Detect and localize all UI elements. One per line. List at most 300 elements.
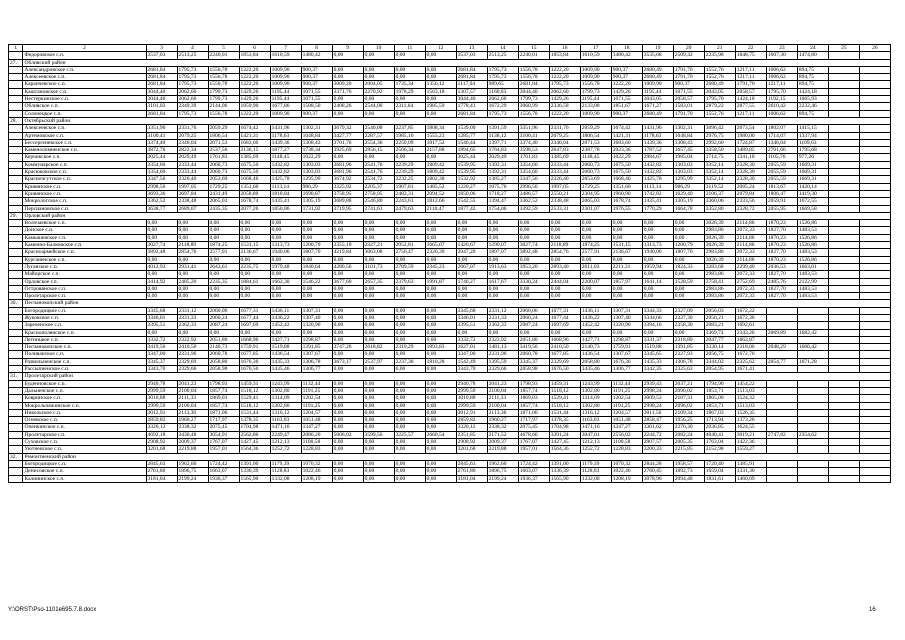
value-cell: 1668,46	[239, 176, 270, 183]
value-cell: 0,00	[270, 234, 301, 241]
value-cell: 1128,83	[580, 468, 611, 475]
value-cell	[828, 431, 859, 438]
value-cell: 2114,86	[735, 234, 766, 241]
section-number: 28.	[9, 117, 23, 124]
value-cell: 1435,41	[270, 198, 301, 205]
value-cell	[828, 242, 859, 249]
value-cell: 1048,84	[673, 132, 704, 139]
value-cell: 1857,74	[518, 402, 549, 409]
value-cell: 1222,20	[549, 110, 580, 117]
value-cell: 2077,26	[239, 205, 270, 212]
table-row	[9, 468, 891, 475]
value-cell: 2079,25	[549, 132, 580, 139]
value-cell: 2681,84	[146, 110, 177, 117]
value-cell: 2250,09	[394, 139, 425, 146]
value-cell	[828, 344, 859, 351]
value-cell: 0,00	[332, 351, 363, 358]
value-cell	[766, 468, 797, 475]
value-cell: 1006,62	[766, 110, 797, 117]
value-cell: 0,00	[394, 336, 425, 343]
value-cell: 1071,55	[673, 88, 704, 95]
value-cell: 3054,91	[208, 431, 239, 438]
value-cell: 2338,48	[549, 198, 580, 205]
value-cell: 1307,31	[301, 307, 332, 314]
value-cell: 2058,98	[518, 366, 549, 373]
table-row	[9, 205, 891, 212]
value-cell: 1100,58	[611, 439, 642, 446]
section-number: 31.	[9, 373, 23, 380]
value-cell: 2331,33	[487, 314, 518, 321]
value-cell: 1809,42	[425, 169, 456, 176]
value-cell: 2336,58	[549, 103, 580, 110]
value-cell: 2071,53	[208, 139, 239, 146]
value-cell: 0,00	[425, 110, 456, 117]
value-cell: 1956,25	[673, 417, 704, 424]
value-cell: 2431,49	[208, 190, 239, 197]
value-cell: 1065,93	[797, 96, 828, 103]
value-cell: 2854,76	[549, 249, 580, 256]
value-cell: 0,00	[239, 293, 270, 300]
value-cell: 3345,37	[146, 358, 177, 365]
value-cell: 1009,90	[270, 66, 301, 73]
value-cell: 2037,21	[673, 380, 704, 387]
value-cell: 3689,88	[332, 198, 363, 205]
value-cell: 2859,82	[456, 417, 487, 424]
value-cell	[828, 271, 859, 278]
value-cell: 1795,73	[487, 74, 518, 81]
value-cell: 1565,90	[239, 475, 270, 482]
row-number-cell	[9, 242, 23, 249]
value-cell: 0,00	[363, 52, 394, 59]
value-cell: 1717,97	[518, 417, 549, 424]
value-cell: 2009,37	[487, 439, 518, 446]
value-cell: 894,75	[797, 81, 828, 88]
value-cell: 0,00	[394, 256, 425, 263]
value-cell: 2276,30	[673, 424, 704, 431]
value-cell	[828, 387, 859, 394]
value-cell: 3347,56	[146, 176, 177, 183]
value-cell: 1907,81	[394, 183, 425, 190]
value-cell: 2681,84	[146, 74, 177, 81]
value-cell: 2113,36	[487, 409, 518, 416]
value-cell	[766, 307, 797, 314]
value-cell: 2983,86	[704, 285, 735, 292]
value-cell	[859, 431, 890, 438]
value-cell: 1191,25	[611, 387, 642, 394]
value-cell: 1675,50	[239, 169, 270, 176]
value-cell: 1763,04	[704, 439, 735, 446]
value-cell: 1542,49	[456, 358, 487, 365]
value-cell: 1617,67	[487, 278, 518, 285]
value-cell: 1627,01	[456, 344, 487, 351]
value-cell: 0,00	[487, 256, 518, 263]
value-cell: 1220,27	[456, 183, 487, 190]
value-cell	[828, 81, 859, 88]
value-cell: 3101,03	[146, 103, 177, 110]
row-number-cell	[9, 205, 23, 212]
value-cell: 4040,41	[704, 431, 735, 438]
value-cell: 1677,44	[549, 314, 580, 321]
value-cell	[828, 468, 859, 475]
settlement-name: Каменоломненское г.п.	[23, 147, 146, 154]
value-cell: 1439,36	[270, 139, 301, 146]
settlement-name: Рассыпненское с.п.	[23, 366, 146, 373]
value-cell: 0,00	[549, 285, 580, 292]
value-cell: 1204,57	[301, 409, 332, 416]
value-cell: 0,00	[549, 234, 580, 241]
value-cell: 2060,73	[208, 169, 239, 176]
value-cell: 1285,77	[456, 132, 487, 139]
value-cell: 977,26	[797, 154, 828, 161]
value-cell: 1420,14	[797, 183, 828, 190]
value-cell: 0,00	[456, 227, 487, 234]
value-cell: 1795,73	[487, 66, 518, 73]
value-cell: 2029,49	[177, 154, 208, 161]
value-cell: 2052,81	[394, 242, 425, 249]
value-cell: 2048,29	[766, 344, 797, 351]
value-cell: 1459,31	[549, 380, 580, 387]
value-cell: 2680,49	[704, 81, 735, 88]
value-cell	[766, 417, 797, 424]
value-cell: 1483,53	[797, 293, 828, 300]
value-cell: 0,00	[270, 293, 301, 300]
value-cell: 1217,11	[735, 110, 766, 117]
value-cell: 3025,44	[146, 154, 177, 161]
value-cell: 2087,24	[208, 322, 239, 329]
table-row	[9, 278, 891, 285]
value-cell: 0,00	[549, 220, 580, 227]
value-cell: 1556,78	[518, 66, 549, 73]
row-number-cell	[9, 417, 23, 424]
value-cell: 0,00	[425, 66, 456, 73]
value-cell	[859, 402, 890, 409]
table-row	[9, 125, 891, 132]
value-cell: 3419,56	[518, 344, 549, 351]
value-cell	[797, 366, 828, 373]
value-cell: 1314,09	[270, 395, 301, 402]
value-cell: 1877,27	[270, 147, 301, 154]
row-number-cell	[9, 52, 23, 59]
value-cell: 3360,06	[704, 198, 735, 205]
value-cell: 3026,39	[704, 242, 735, 249]
value-cell: 3044,40	[146, 96, 177, 103]
value-cell: 1306,77	[301, 366, 332, 373]
value-cell: 0,00	[518, 256, 549, 263]
value-cell: 0,00	[394, 351, 425, 358]
value-cell: 1302,80	[270, 387, 301, 394]
value-cell: 0,00	[332, 256, 363, 263]
value-cell: 1677,85	[239, 351, 270, 358]
value-cell	[766, 366, 797, 373]
value-cell: 0,00	[425, 227, 456, 234]
value-cell: 2537,97	[363, 358, 394, 365]
value-cell: 0,00	[425, 446, 456, 453]
value-cell: 0,00	[425, 424, 456, 431]
value-cell: 2054,77	[766, 358, 797, 365]
value-cell: 1070,32	[611, 460, 642, 467]
row-number-cell	[9, 431, 23, 438]
value-cell	[797, 314, 828, 321]
value-cell	[828, 234, 859, 241]
value-cell: 1672,22	[735, 307, 766, 314]
value-cell: 3043,05	[642, 96, 673, 103]
value-cell: 1672,29	[487, 103, 518, 110]
value-cell: 1009,90	[270, 74, 301, 81]
row-number-cell	[9, 154, 23, 161]
value-cell	[797, 439, 828, 446]
value-cell: 3181,04	[146, 475, 177, 482]
value-cell: 2908,92	[456, 439, 487, 446]
value-cell: 900,37	[301, 110, 332, 117]
value-cell: 4280,56	[332, 263, 363, 270]
value-cell: 1767,07	[518, 439, 549, 446]
value-cell: 1513,03	[735, 387, 766, 394]
value-cell	[859, 227, 890, 234]
header-cell: 10	[363, 45, 394, 52]
value-cell: 5006,02	[332, 431, 363, 438]
table-row	[9, 176, 891, 183]
value-cell: 3427,77	[332, 132, 363, 139]
value-cell: 1051,48	[301, 417, 332, 424]
value-cell: 0,00	[332, 336, 363, 343]
value-cell: 2331,33	[177, 314, 208, 321]
value-cell: 1195,44	[270, 96, 301, 103]
value-cell: 1222,20	[239, 74, 270, 81]
table-row	[9, 263, 891, 270]
value-cell: 1795,70	[766, 88, 797, 95]
value-cell: 1724,42	[208, 460, 239, 467]
value-cell: 0,00	[301, 285, 332, 292]
value-cell: 989,65	[487, 81, 518, 88]
value-cell: 2550,21	[549, 190, 580, 197]
value-cell: 1113,14	[642, 183, 673, 190]
value-cell: 1148,45	[580, 154, 611, 161]
value-cell: 0,00	[642, 293, 673, 300]
value-cell: 1959,94	[642, 263, 673, 270]
value-cell: 1657,45	[673, 147, 704, 154]
value-cell: 3100,41	[518, 132, 549, 139]
value-cell: 2410,50	[177, 344, 208, 351]
value-cell: 0,00	[301, 234, 332, 241]
value-cell	[828, 52, 859, 59]
row-number-cell	[9, 88, 23, 95]
value-cell: 1070,32	[301, 460, 332, 467]
value-cell: 1217,11	[766, 81, 797, 88]
value-cell: 2086,20	[301, 431, 332, 438]
row-number-cell	[9, 74, 23, 81]
value-cell: 2331,96	[487, 351, 518, 358]
table-row	[9, 198, 891, 205]
value-cell: 1128,83	[270, 468, 301, 475]
value-cell: 2856,15	[363, 147, 394, 154]
value-cell: 3009,53	[642, 395, 673, 402]
row-number-cell	[9, 66, 23, 73]
table-row	[9, 314, 891, 321]
value-cell: 1940,06	[642, 249, 673, 256]
value-cell: 1471,16	[270, 424, 301, 431]
value-cell	[766, 395, 797, 402]
value-cell	[859, 424, 890, 431]
value-cell: 3674,92	[332, 176, 363, 183]
value-cell: 2055,95	[766, 205, 797, 212]
header-cell: 22	[735, 45, 766, 52]
value-cell: 1228,83	[301, 446, 332, 453]
value-cell: 2893,40	[549, 263, 580, 270]
value-cell: 1385,91	[735, 460, 766, 467]
value-cell: 1191,25	[301, 402, 332, 409]
value-cell: 0,00	[208, 293, 239, 300]
value-cell: 2556,02	[611, 431, 642, 438]
value-cell: 894,75	[797, 66, 828, 73]
value-cell: 2055,59	[766, 176, 797, 183]
value-cell: 0,00	[332, 234, 363, 241]
value-cell: 1148,45	[270, 154, 301, 161]
table-row	[9, 154, 891, 161]
value-cell: 2109,34	[673, 409, 704, 416]
value-cell: 1385,69	[549, 154, 580, 161]
value-cell: 2756,47	[394, 249, 425, 256]
section-row	[9, 117, 891, 124]
value-cell: 0,00	[425, 409, 456, 416]
value-cell: 2362,33	[487, 322, 518, 329]
value-cell: 1228,83	[611, 446, 642, 453]
value-cell: 2760,45	[642, 468, 673, 475]
value-cell: 2327,21	[363, 242, 394, 249]
value-cell: 1985,04	[673, 154, 704, 161]
value-cell: 1552,76	[704, 110, 735, 117]
value-cell: 1200,79	[673, 242, 704, 249]
value-cell: 2072,33	[735, 249, 766, 256]
value-cell: 2079,84	[735, 190, 766, 197]
value-cell: 0,00	[673, 271, 704, 278]
value-cell	[828, 380, 859, 387]
value-cell: 0,00	[425, 417, 456, 424]
value-cell	[859, 198, 890, 205]
value-cell: 0,00	[456, 285, 487, 292]
value-cell: 1759,91	[239, 344, 270, 351]
value-cell: 1663,07	[518, 468, 549, 475]
value-cell: 1531,15	[239, 242, 270, 249]
value-cell: 0,00	[332, 460, 363, 467]
value-cell	[859, 307, 890, 314]
value-cell: 0,00	[394, 293, 425, 300]
value-cell: 2328,72	[735, 205, 766, 212]
tariff-table	[8, 44, 891, 483]
table-row	[9, 234, 891, 241]
value-cell: 1764,83	[487, 147, 518, 154]
value-cell: 0,00	[425, 256, 456, 263]
value-cell: 2287,57	[363, 132, 394, 139]
row-number-cell	[9, 358, 23, 365]
value-cell: 1341,18	[735, 154, 766, 161]
value-cell: 1395,59	[487, 358, 518, 365]
value-cell: 2859,82	[146, 417, 177, 424]
value-cell	[766, 351, 797, 358]
value-cell: 2513,25	[487, 52, 518, 59]
value-cell: 900,37	[611, 110, 642, 117]
value-cell: 1729,25	[208, 183, 239, 190]
value-cell	[859, 205, 890, 212]
value-cell: 1529,41	[239, 395, 270, 402]
value-cell: 2998,24	[642, 387, 673, 394]
value-cell: 2328,30	[735, 161, 766, 168]
table-row	[9, 460, 891, 467]
value-cell	[828, 460, 859, 467]
value-cell: 2908,92	[146, 439, 177, 446]
value-cell: 1519,88	[270, 344, 301, 351]
value-cell: 2239,29	[394, 161, 425, 168]
value-cell: 0,00	[208, 329, 239, 336]
value-cell: 1421,31	[239, 132, 270, 139]
value-cell	[859, 249, 890, 256]
value-cell: 1867,03	[704, 409, 735, 416]
value-cell: 2055,59	[766, 161, 797, 168]
value-cell: 1212,13	[580, 439, 611, 446]
value-cell: 2618,82	[363, 344, 394, 351]
value-cell	[859, 234, 890, 241]
value-cell: 1179,39	[270, 460, 301, 467]
value-cell	[766, 387, 797, 394]
section-row	[9, 453, 891, 460]
value-cell: 0,00	[394, 424, 425, 431]
value-cell: 0,00	[673, 227, 704, 234]
value-cell: 1991,87	[425, 278, 456, 285]
value-cell: 1659,04	[704, 468, 735, 475]
value-cell: 3330,14	[704, 344, 735, 351]
value-cell: 1385,69	[239, 154, 270, 161]
settlement-name: Летницкое с.п.	[23, 336, 146, 343]
value-cell: 0,00	[301, 271, 332, 278]
value-cell: 1531,15	[611, 242, 642, 249]
value-cell: 1429,26	[239, 96, 270, 103]
value-cell	[859, 366, 890, 373]
value-cell: 2058,57	[673, 96, 704, 103]
value-cell: 1422,36	[735, 439, 766, 446]
value-cell: 2320,39	[425, 249, 456, 256]
value-cell: 0,00	[425, 234, 456, 241]
value-cell	[859, 439, 890, 446]
value-cell: 2680,49	[642, 74, 673, 81]
value-cell: 2243,61	[394, 198, 425, 205]
value-cell: 0,00	[363, 460, 394, 467]
value-cell: 0,00	[611, 234, 642, 241]
value-cell: 3369,74	[704, 329, 735, 336]
value-cell: 2062,60	[177, 96, 208, 103]
value-cell: 1526,86	[797, 242, 828, 249]
value-cell: 3419,56	[146, 344, 177, 351]
value-cell: 1717,97	[208, 417, 239, 424]
settlement-name: Караичевское с.п.	[23, 81, 146, 88]
value-cell: 1222,20	[239, 81, 270, 88]
table-body	[9, 45, 891, 483]
value-cell: 1302,31	[301, 125, 332, 132]
value-cell: 2537,56	[208, 147, 239, 154]
value-cell: 2758,95	[363, 190, 394, 197]
value-cell: 2136,67	[611, 249, 642, 256]
value-cell: 1759,91	[611, 344, 642, 351]
value-cell: 0,00	[332, 439, 363, 446]
value-cell	[828, 256, 859, 263]
value-cell: 2060,73	[580, 161, 611, 168]
value-cell: 1997,05	[549, 183, 580, 190]
value-cell: 1217,11	[735, 74, 766, 81]
row-number-cell	[9, 329, 23, 336]
value-cell	[828, 183, 859, 190]
value-cell: 1677,31	[239, 307, 270, 314]
value-cell: 0,00	[425, 439, 456, 446]
value-cell: 2379,63	[394, 278, 425, 285]
value-cell: 0,00	[394, 74, 425, 81]
